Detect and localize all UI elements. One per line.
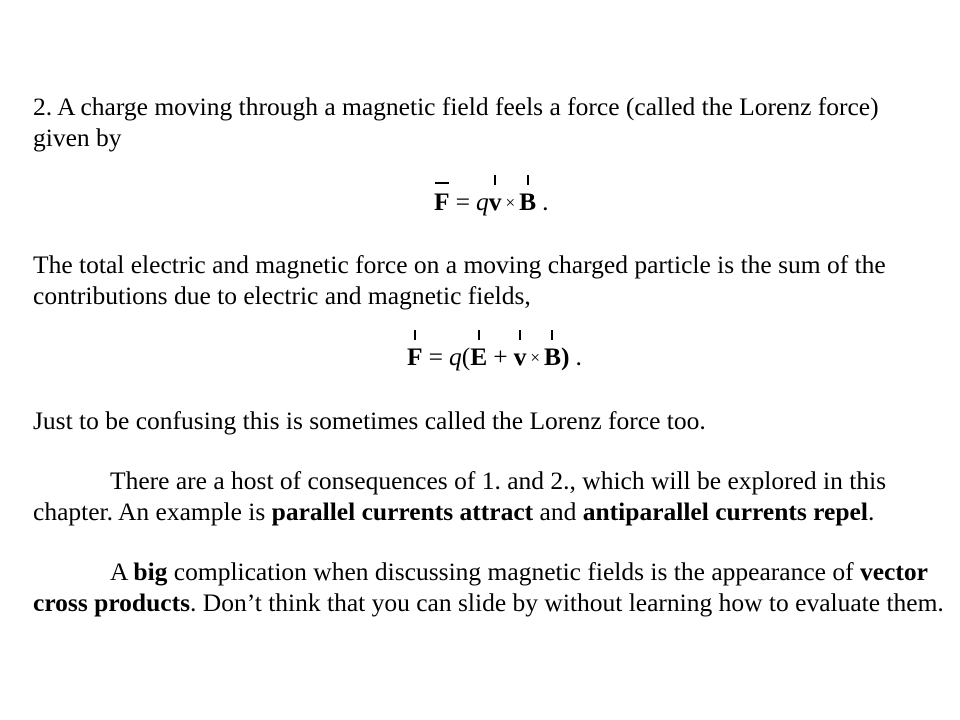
para5-text: . Don’t think that you can slide by without learning how to evaluate them. — [190, 588, 944, 617]
para5-line2 — [33, 588, 944, 618]
lorenz-force-equation — [434, 187, 548, 218]
cross-operator: × — [530, 348, 540, 367]
vector-arrow-icon — [519, 330, 521, 340]
para4-text: . — [867, 497, 875, 526]
vector-arrow-icon — [478, 330, 480, 340]
equals-sign: = — [428, 342, 443, 371]
plus-sign: + — [493, 342, 508, 371]
close-paren: ) — [560, 342, 570, 371]
emphasis-big: big — [133, 557, 168, 586]
magnetic-field-vector: B — [544, 342, 561, 372]
open-paren: ( — [461, 342, 471, 371]
para5-text: A — [110, 557, 134, 586]
para4-text: and — [533, 497, 583, 526]
emphasis-antiparallel: antiparallel currents repel — [582, 497, 868, 526]
para1-line1: 2. A charge moving through a magnetic field feels a force (called the Lorenz force) — [33, 92, 879, 121]
para5-text: complication when discussing magnetic fields is the appearance of — [167, 557, 860, 586]
cross-operator: × — [505, 193, 516, 212]
overbar-icon — [435, 182, 449, 184]
para2-line2: contributions due to electric and magnetic fields, — [33, 281, 531, 310]
vector-arrow-icon — [551, 330, 553, 340]
para3-line1: Just to be confusing this is sometimes called the Lorenz force too. — [33, 406, 706, 435]
vector-arrow-icon — [494, 175, 496, 185]
equation-period: . — [575, 342, 582, 371]
para4-text: chapter. An example is — [33, 497, 272, 526]
emphasis-parallel: parallel currents attract — [271, 497, 534, 526]
total-force-equation — [407, 342, 582, 373]
vector-arrow-icon — [414, 330, 416, 340]
para1-line2: given by — [33, 123, 122, 152]
velocity-vector: v — [489, 187, 502, 217]
vector-arrow-icon — [527, 175, 529, 185]
charge-symbol: q — [448, 342, 462, 371]
magnetic-field-vector: B — [519, 187, 536, 217]
para4-line2 — [33, 497, 874, 527]
para2-line1: The total electric and magnetic force on a moving charged particle is the sum of the — [33, 250, 886, 279]
emphasis-vector: vector — [859, 557, 928, 586]
electric-field-vector: E — [470, 342, 487, 372]
equation-period: . — [542, 187, 549, 216]
force-vector: F — [407, 342, 423, 372]
para5-line1 — [110, 557, 928, 587]
velocity-vector: v — [514, 342, 527, 372]
equals-sign: = — [455, 187, 470, 216]
para4-line1: There are a host of consequences of 1. and 2., which will be explored in this — [110, 466, 887, 495]
charge-symbol: q — [475, 187, 489, 216]
emphasis-cross-products: cross products — [33, 588, 191, 617]
force-vector: F — [434, 187, 450, 217]
